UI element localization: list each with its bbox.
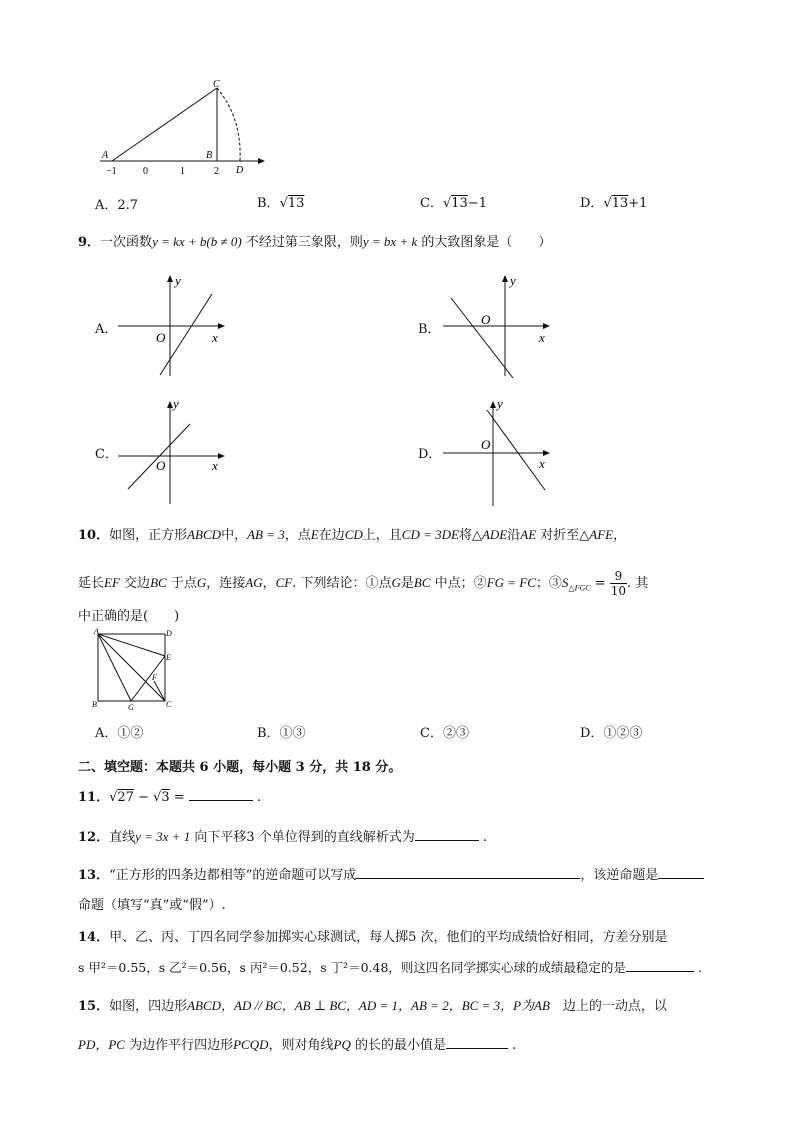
svg-text:O: O [481,437,491,452]
question-9: 9．一次函数y = kx + b(b ≠ 0) 不经过第三象限，则y = bx + k 的大致图象是（ ） [78,234,552,250]
question-14-line-1: 14．甲、乙、丙、丁四名同学参加掷实心球测试，每人掷5 次，他们的平均成绩恰好相同，方差分别是 [78,930,668,945]
fig8-label-b: B [206,150,213,161]
svg-text:y: y [175,273,181,288]
svg-text:O: O [156,458,166,473]
svg-text:A: A [94,627,99,636]
q8-number-line-figure [90,78,270,178]
fig8-label-c: C [213,79,220,90]
svg-text:C: C [166,700,172,709]
q11-answer-blank[interactable] [189,800,253,801]
svg-text:x: x [212,330,218,345]
q9-graph-b [443,272,553,380]
svg-text:B: B [92,700,97,709]
q10-option-c[interactable]: C．②③ [420,726,469,741]
fig8-tick-1: 1 [180,166,185,177]
q12-answer-blank[interactable] [415,840,479,841]
q13-truth-blank[interactable] [658,878,704,879]
question-14-line-2: s 甲²＝0.55，s 乙²＝0.56，s 丙²＝0.52，s 丁²＝0.48，则这四名同学掷实心球的成绩最稳定的是 . [78,960,702,975]
svg-text:E: E [166,653,171,662]
svg-text:x: x [539,456,545,471]
question-12: 12．直线y = 3x + 1 向下平移3 个单位得到的直线解析式为 . [78,829,488,845]
q8-option-b[interactable]: B．√13 [257,196,305,211]
q14-answer-blank[interactable] [626,971,694,972]
svg-text:y: y [497,398,503,411]
svg-text:y: y [510,273,516,288]
svg-text:x: x [212,458,218,473]
fig8-tick-2: 2 [214,166,219,177]
q9-option-c[interactable]: C． [95,447,118,462]
question-13-line-1: 13．“正方形的四条边都相等”的逆命题可以写成 ，该逆命题是 [78,864,704,883]
q9-graph-a [118,272,228,380]
q15-answer-blank[interactable] [446,1048,508,1049]
svg-text:F: F [152,673,157,682]
fig8-label-d: D [236,165,244,176]
question-13-line-2: 命题（填写“真”或“假”）. [78,898,226,913]
q9-option-a[interactable]: A． [95,322,118,337]
q9-graph-d [443,398,553,508]
svg-text:O: O [156,330,166,345]
q13-converse-blank[interactable] [356,878,580,879]
question-15-line-1: 15．如图，四边形ABCD，AD // BC，AB ⊥ BC，AD = 1，AB = 2，BC = 3，P为AB 边上的一动点，以 [78,998,667,1014]
question-10-line-3: 中正确的是( ) [78,609,180,624]
q10-option-a[interactable]: A．①② [95,726,144,741]
q10-option-b[interactable]: B．①③ [257,726,306,741]
svg-text:O: O [481,312,491,327]
q10-option-d[interactable]: D．①②③ [580,726,643,741]
fig8-label-a: A [102,150,109,161]
q9-graph-c [118,398,228,506]
fig8-tick-m1: −1 [106,166,117,177]
fig8-tick-0: 0 [143,166,148,177]
question-11: 11．√27 − √3 = . [78,790,262,805]
svg-text:x: x [539,330,545,345]
svg-text:y: y [173,398,179,411]
q10-square-figure [88,624,178,710]
q9-option-b[interactable]: B． [418,322,441,337]
question-15-line-2: PD，PC 为边作平行四边形PCQD，则对角线PQ 的长的最小值是 . [78,1037,517,1053]
q8-option-d[interactable]: D．√13+1 [580,196,648,211]
q9-option-d[interactable]: D． [418,447,442,462]
question-10-line-1: 10．如图，正方形ABCD中，AB = 3，点E在边CD上，且CD = 3DE将△ADE沿AE 对折至△AFE， [78,527,627,543]
q8-option-a[interactable]: A．2.7 [95,198,139,213]
svg-text:D: D [166,629,172,638]
section-2-heading: 二、填空题：本题共 6 小题，每小题 3 分，共 18 分。 [78,760,402,775]
question-10-line-2: 延长EF 交边BC 于点G，连接AG，CF. 下列结论：①点G是BC 中点；②FG = FC；$③S_{\triangle FGC}$ = $\frac{9}{10}$ . 其 [78,569,649,598]
svg-text:G: G [128,703,134,710]
q8-option-c[interactable]: C．√13−1 [420,196,487,211]
